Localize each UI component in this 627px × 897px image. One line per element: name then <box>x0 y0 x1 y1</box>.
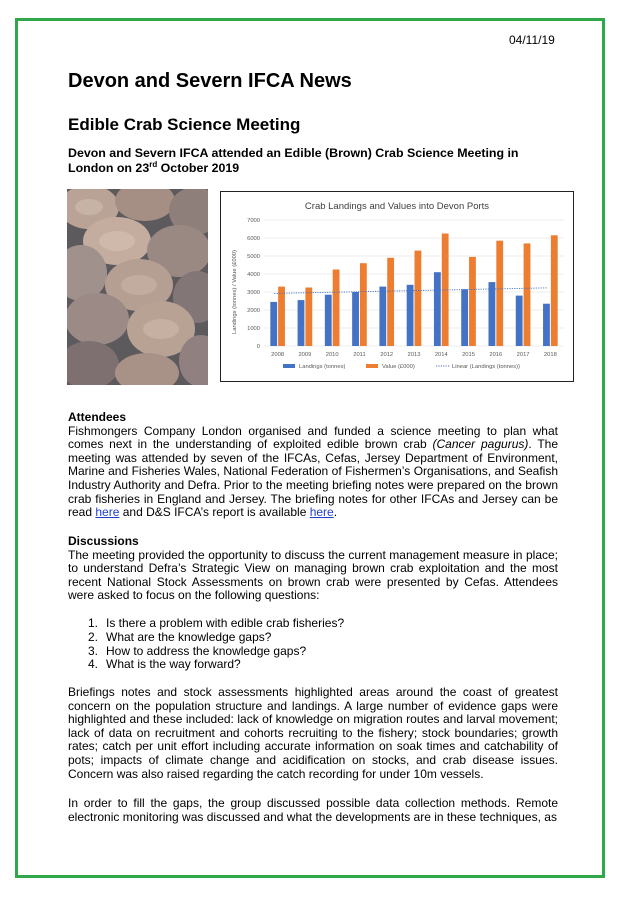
crab-photo <box>67 189 208 385</box>
y-tick-label: 5000 <box>247 254 260 260</box>
x-tick-label: 2011 <box>353 352 366 358</box>
questions-list <box>88 617 344 672</box>
value-bar <box>360 263 367 346</box>
question-text: What is the way forward? <box>106 657 241 672</box>
attendees-text-2: . The meeting was attended by seven of the IFCAs, Cefas, Jersey Department of Environment, Marine and Fisheries Wales, National Federation of Fishermen’s Organisations, and Seafish Industry Authority and Defra. Prior to the meeting briefing notes were prepared on the brown crab fisheries in England and Jersey. The briefing notes for other IFCAs and Jersey can be read <box>68 437 558 520</box>
x-tick-label: 2010 <box>325 352 339 358</box>
question-number: 4. <box>88 657 99 672</box>
value-bar <box>278 287 285 346</box>
y-tick-label: 1000 <box>247 326 260 332</box>
x-tick-label: 2008 <box>271 352 285 358</box>
discussions-text: The meeting provided the opportunity to discuss the current management measure in place; to understand Defra’s Strategic View on managing brown crab exploitation and the most recent National Stock Assessments on brown crab were presented by Cefas. Attendees were asked to focus on the following questions: <box>68 547 558 603</box>
landings-bar <box>270 302 277 346</box>
legend-value-swatch <box>366 364 378 368</box>
x-tick-label: 2015 <box>462 352 475 358</box>
landings-bar <box>489 282 496 346</box>
x-tick-label: 2009 <box>298 352 312 358</box>
gaps-paragraph: In order to fill the gaps, the group discussed possible data collection methods. Remote electronic monitoring was discussed and what the developments are in these techniques, as <box>68 796 558 824</box>
species-name: (Cancer pagurus) <box>432 437 529 452</box>
discussions-section <box>68 535 558 603</box>
y-tick-label: 0 <box>256 344 260 350</box>
briefings-paragraph: Briefings notes and stock assessments highlighted areas around the coast of greatest concern on the population structure and landings. A large number of evidence gaps were highlighted and these included: lack of knowledge on migration routes and larval movement; lack of data on recruitment and cohorts recruiting to the fishery; stock boundaries; growth rates; catch per unit effort including accurate information on soak times and catchability of pots; impacts of climate change and acidification on stocks, and crab disease issues. Concern was also raised regarding the catch recording for under 10m vessels. <box>68 685 558 781</box>
question-text: Is there a problem with edible crab fisheries? <box>106 616 345 630</box>
question-text: What are the knowledge gaps? <box>106 629 272 644</box>
value-bar <box>469 257 476 346</box>
value-bar <box>496 241 503 346</box>
report-link[interactable]: here <box>309 505 334 520</box>
intro-text: Devon and Severn IFCA attended an Edible (Brown) Crab Science Meeting in London on 23 <box>68 146 519 175</box>
landings-bar <box>352 292 359 346</box>
landings-bar <box>379 287 386 346</box>
legend-landings-label: Landings (tonnes) <box>299 364 346 370</box>
y-tick-label: 4000 <box>247 272 260 278</box>
y-tick-label: 3000 <box>247 290 260 296</box>
attendees-text-3: and D&S IFCA’s report is available <box>119 505 310 520</box>
intro-text-end: October 2019 <box>157 161 240 175</box>
date: 04/11/19 <box>509 33 555 47</box>
landings-bar <box>434 272 441 346</box>
x-tick-label: 2018 <box>543 352 557 358</box>
value-bar <box>305 288 312 347</box>
list-item <box>88 631 344 645</box>
x-tick-label: 2017 <box>516 352 530 358</box>
question-number: 2. <box>88 629 99 644</box>
intro-superscript: rd <box>149 159 158 169</box>
attendees-heading: Attendees <box>68 410 127 424</box>
x-tick-label: 2012 <box>380 352 394 358</box>
legend-value-label: Value (£000) <box>382 364 415 370</box>
chart-title: Crab Landings and Values into Devon Ports <box>304 201 490 212</box>
value-bar <box>551 235 558 346</box>
x-tick-label: 2014 <box>434 352 448 358</box>
value-bar <box>333 270 340 347</box>
x-tick-label: 2016 <box>489 352 503 358</box>
newsletter-title: Devon and Severn IFCA News <box>68 70 352 92</box>
article-title: Edible Crab Science Meeting <box>68 115 301 134</box>
landings-bar <box>543 304 550 346</box>
attendees-section <box>68 411 558 520</box>
briefing-notes-link[interactable]: here <box>95 505 120 520</box>
attendees-text-4: . <box>333 505 338 520</box>
attendees-text-1: Fishmongers Company London organised and funded a science meeting to plan what comes next in the understanding of exploited edible brown crab <box>68 423 558 452</box>
question-number: 3. <box>88 643 99 658</box>
discussions-heading: Discussions <box>68 534 139 548</box>
chart-svg <box>221 192 573 381</box>
question-text: How to address the knowledge gaps? <box>106 643 307 658</box>
value-bar <box>524 243 531 346</box>
landings-bar <box>461 289 468 346</box>
intro-paragraph <box>68 146 563 176</box>
landings-bar <box>407 285 414 346</box>
landings-bar <box>298 300 305 346</box>
list-item <box>88 658 344 672</box>
list-item <box>88 617 344 631</box>
crab-landings-chart <box>220 191 574 382</box>
chart-y-axis-label: Landings (tonnes) / Value (£000) <box>232 249 238 335</box>
y-tick-label: 2000 <box>247 308 260 314</box>
legend-landings-swatch <box>283 364 295 368</box>
y-tick-label: 7000 <box>247 218 260 224</box>
landings-bar <box>516 296 523 346</box>
value-bar <box>387 258 394 346</box>
value-bar <box>415 251 422 346</box>
list-item <box>88 645 344 659</box>
x-tick-label: 2013 <box>407 352 421 358</box>
question-number: 1. <box>88 616 99 630</box>
landings-bar <box>325 295 332 346</box>
legend-trend-label: Linear (Landings (tonnes)) <box>452 364 520 370</box>
y-tick-label: 6000 <box>247 236 260 242</box>
